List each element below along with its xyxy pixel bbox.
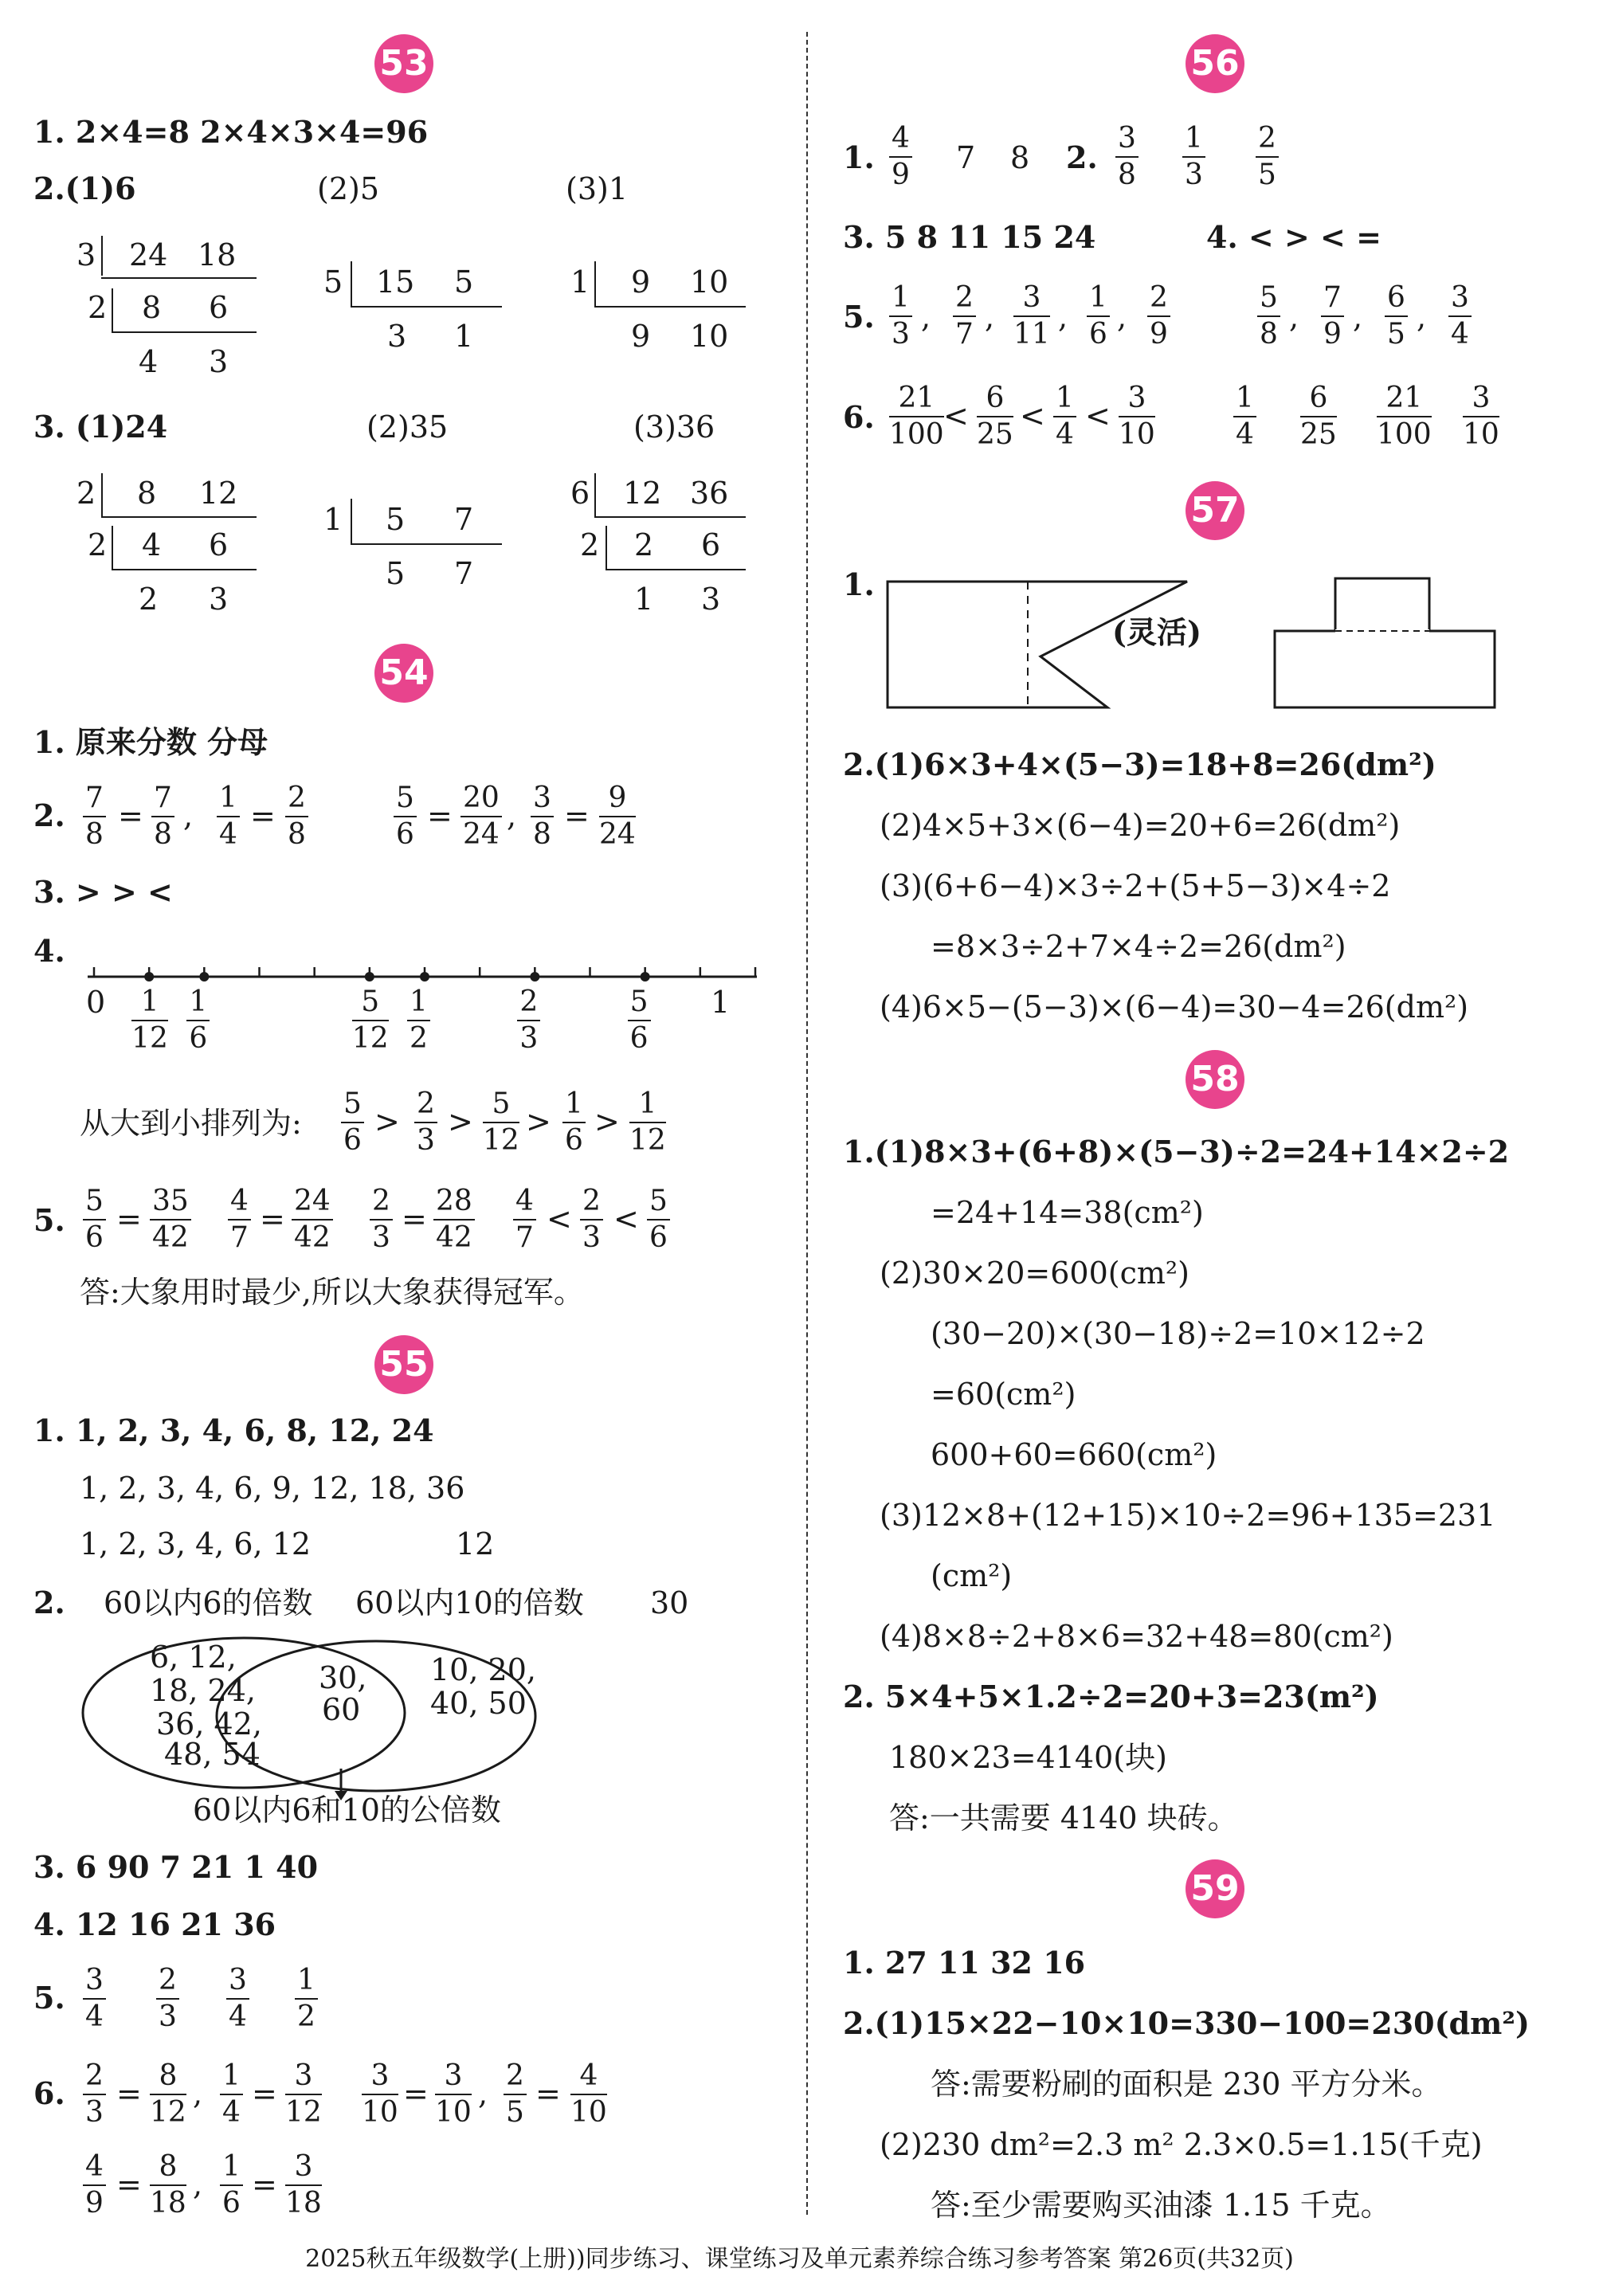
fraction: $\frac{1}{4}$ xyxy=(217,781,240,852)
number-line-point xyxy=(530,972,539,981)
section-badge-56: 56 xyxy=(1186,34,1244,93)
fraction: $\frac{3}{8}$ xyxy=(531,781,554,852)
number-line-fraction: $\frac{1}{2}$ xyxy=(407,985,430,1056)
fraction: $\frac{7}{8}$ xyxy=(151,781,174,852)
s56-q1-int: 8 xyxy=(1010,140,1030,175)
s57-q2-4: =8×3÷2+7×4÷2=26(dm²) xyxy=(931,929,1346,964)
s58-q1-line: (2)30×20=600(cm²) xyxy=(880,1256,1189,1291)
s54-q1: 1. 原来分数 分母 xyxy=(33,724,268,760)
venn-left-item: 48, 54 xyxy=(164,1737,261,1772)
s54-q5-answer: 答:大象用时最少,所以大象获得冠军。 xyxy=(80,1275,584,1310)
s57-q2-1: 2.(1)6×3+4×(5−3)=18+8=26(dm²) xyxy=(843,746,1436,782)
s55-q3: 3. 6 90 7 21 1 40 xyxy=(33,1849,319,1885)
section-badge-58: 58 xyxy=(1186,1050,1244,1109)
number-line-point xyxy=(641,972,650,981)
venn-mid-item: 30, xyxy=(319,1660,367,1695)
venn-left-title: 60以内6的倍数 xyxy=(104,1585,313,1620)
venn-left-item: 6, 12, xyxy=(150,1640,237,1675)
venn-left-item: 18, 24, xyxy=(150,1673,256,1708)
s58-q1-line: (cm²) xyxy=(931,1558,1013,1593)
section-badge-55: 55 xyxy=(374,1335,433,1394)
section-badge-53: 53 xyxy=(374,34,433,93)
fraction: $\frac{20}{24}$ xyxy=(460,781,502,852)
page-footer: 2025秋五年级数学(上册))同步练习、课堂练习及单元素养综合练习参考答案 第26页(共32页) xyxy=(305,2245,1294,2273)
s53-q3-c: (3)36 xyxy=(633,409,715,445)
s53-q2-a: 2.(1)6 xyxy=(33,170,136,206)
answer-page: 53 1. 2×4=8 2×4×3×4=96 2.(1)6 (2)5 (3)1 3 24 18 2 8 6 4 3 5 15 5 3 1 1 9 10 9 10 3. (1)24 (2)35 (3)36 2 8 12 2 4 6 2 3 1 5 7 5 7 6 12 36 2 2 6 1 3 54 1. 原来分数 分母 2. $\frac{7}{8}$ = $\frac{7}{8}$ , $\frac{1}{4}$ = $\frac{2}{8}$ $\frac{5}{6}$ = $\frac{20}{24}$ , $\frac{3}{8}$ = $\frac{9}{24}$ 3. > > < 4. 0 1 $\frac{1}{12}$ $\frac{1}{6}$ $\frac{5}{12}$ $\frac{1}{2}$ $\frac{2}{3}$ $\frac{5}{6}$ 从大到小排列为: $\frac{5}{6}$ > $\frac{2}{3}$ > $\frac{5}{12}$ > $\frac{1}{6}$ > $\frac{1}{12}$ 5. $\frac{5}{6}$ = $\frac{35}{42}$ $\frac{4}{7}$ = $\frac{24}{42}$ $\frac{2}{3}$ = $\frac{28}{42}$ $\frac{4}{7}$ < $\frac{2}{3}$ < $\frac{5}{6}$ 答:大象用时最少,所以大象获得冠军。 55 1. 1, 2, 3, 4, 6, 8, 12, 24 1, 2, 3, 4, 6, 9, 12, 18, 36 1, 2, 3, 4, 6, 12 12 2. 60以内6的倍数 60以内10的倍数 30 6, 12, 18, 24, 36, 42, 48, 54 30, 60 10, 20, 40, 50 60以内6和10的公倍数 3. 6 90 7 21 1 40 4. 12 16 21 36 5. $\frac{3}{4}$ $\frac{2}{3}$ $\frac{3}{4}$ $\frac{1}{2}$ 6. $\frac{2}{3}$ = $\frac{8}{12}$ , $\frac{1}{4}$ = $\frac{3}{12}$ $\frac{3}{10}$ = $\frac{3}{10}$ , $\frac{2}{5}$ = $\frac{4}{10}$ $\frac{4}{9}$ = $\frac{8}{18}$ , $\frac{1}{6}$ = $\frac{3}{18}$ 56 1. $\frac{4}{9}$ 7 8 2. $\frac{3}{8}$ $\frac{1}{3}$ $\frac{2}{5}$ 3. 5 8 11 15 24 4. < > < = 5. $\frac{1}{3}$ , $\frac{2}{7}$ , $\frac{3}{11}$ , $\frac{1}{6}$ , $\frac{2}{9}$ $\frac{5}{8}$ , $\frac{7}{9}$ , $\frac{6}{5}$ , $\frac{3}{4}$ 6. $\frac{21}{100}$ < $\frac{6}{25}$ < $\frac{1}{4}$ < $\frac{3}{10}$ $\frac{1}{4}$ $\frac{6}{25}$ $\frac{21}{100}$ $\frac{3}{10}$ 57 1. (灵活) 2.(1)6×3+4×(5−3)=18+8=26(dm²) (2)4×5+3×(6−4)=20+6=26(dm²) (3)(6+6−4)×3÷2+(5+5−3)×4÷2 =8×3÷2+7×4÷2=26(dm²) (4)6×5−(5−3)×(6−4)=30−4=26(dm²) 58 1.(1)8×3+(6+8)×(5−3)÷2=24+14×2÷2 =24+14=38(cm²) (2)30×20=600(cm²) (30−20)×(30−18)÷2=10×12÷2 =60(cm²) 600+60=660(cm²) (3)12×8+(12+15)×10÷2=96+135=231 (cm²) (4)8×8÷2+8×6=32+48=80(cm²) 2. 5×4+5×1.2÷2=20+3=23(m²) 180×23=4140(块) 答:一共需要 4140 块砖。 59 1. 27 11 32 16 2.(1)15×22−10×10=330−100=230(dm²) 答:需要粉刷的面积是 230 平方分米。 (2)230 dm²=2.3 m² 2.3×0.5=1.15(千克) 答:至少需要购买油漆 1.15 千克。 2025秋五年级数学(上册))同步练习、课堂练习及单元素养综合练习参考答案 第26页(共32页) xyxy=(0,0,1599,2296)
s57-q2-3: (3)(6+6−4)×3÷2+(5+5−3)×4÷2 xyxy=(880,868,1391,903)
number-line-fraction: $\frac{2}{3}$ xyxy=(517,985,540,1056)
venn-right-item: 40, 50 xyxy=(430,1686,527,1721)
s59-q2-line: 答:至少需要购买油漆 1.15 千克。 xyxy=(931,2188,1391,2223)
s53-q3-a: 3. (1)24 xyxy=(33,409,168,445)
section-badge-57: 57 xyxy=(1186,481,1244,540)
s56-q5-label: 5. xyxy=(843,299,875,335)
s58-q1-line: 600+60=660(cm²) xyxy=(931,1437,1217,1472)
s54-q3: 3. > > < xyxy=(33,874,173,910)
section-badge-59: 59 xyxy=(1186,1859,1244,1918)
number-line-fraction: $\frac{5}{12}$ xyxy=(351,985,389,1055)
section-badge-54: 54 xyxy=(374,644,433,703)
s55-q6-label: 6. xyxy=(33,2075,65,2111)
fraction: $\frac{9}{24}$ xyxy=(599,782,636,851)
s56-q1-label: 1. xyxy=(843,139,875,175)
column-divider xyxy=(806,32,808,2215)
s54-q4-label: 4. xyxy=(33,933,65,969)
s58-q1-line: (3)12×8+(12+15)×10÷2=96+135=231 xyxy=(880,1498,1496,1533)
venn-bottom-label: 60以内6和10的公倍数 xyxy=(193,1793,501,1828)
venn-left-item: 36, 42, xyxy=(156,1706,262,1742)
s56-q6-label: 6. xyxy=(843,399,875,435)
fraction: $\frac{7}{8}$ xyxy=(83,781,106,852)
venn-right-title: 60以内10的倍数 xyxy=(355,1585,584,1620)
s55-q1-b: 1, 2, 3, 4, 6, 9, 12, 18, 36 xyxy=(80,1471,465,1506)
s58-q2-line: 答:一共需要 4140 块砖。 xyxy=(889,1800,1238,1836)
s58-q2-1: 2. 5×4+5×1.2÷2=20+3=23(m²) xyxy=(843,1679,1379,1714)
s57-q1-label: 1. xyxy=(843,566,875,602)
s54-q4-order-prefix: 从大到小排列为: xyxy=(80,1106,302,1141)
s58-q2-line: 180×23=4140(块) xyxy=(889,1740,1167,1775)
number-line-point xyxy=(144,972,154,981)
number-line-point xyxy=(199,972,209,981)
s59-q2-line: 答:需要粉刷的面积是 230 平方分米。 xyxy=(931,2067,1442,2102)
s57-q1-note: (灵活) xyxy=(1112,614,1201,650)
s54-q5-label: 5. xyxy=(33,1202,65,1238)
number-line-point xyxy=(365,972,374,981)
s58-q1-line: (4)8×8÷2+8×6=32+48=80(cm²) xyxy=(880,1619,1393,1654)
s53-q3-b: (2)35 xyxy=(366,409,449,445)
s59-q1: 1. 27 11 32 16 xyxy=(843,1945,1086,1981)
s57-q2-5: (4)6×5−(5−3)×(6−4)=30−4=26(dm²) xyxy=(880,989,1469,1025)
s55-q1-a: 1. 1, 2, 3, 4, 6, 8, 12, 24 xyxy=(33,1412,434,1448)
s55-q1-c: 1, 2, 3, 4, 6, 12 xyxy=(80,1526,312,1561)
s58-q1-line: =60(cm²) xyxy=(931,1377,1076,1412)
fraction: $\frac{5}{6}$ xyxy=(394,781,417,852)
s53-q1: 1. 2×4=8 2×4×3×4=96 xyxy=(33,114,429,150)
s56-q2-label: 2. xyxy=(1066,139,1098,175)
number-line-fraction: $\frac{1}{12}$ xyxy=(131,985,168,1055)
venn-right-item: 10, 20, xyxy=(430,1652,536,1687)
venn-extra: 30 xyxy=(650,1585,689,1620)
number-line-fraction: $\frac{5}{6}$ xyxy=(628,985,651,1056)
s59-q2-line: (2)230 dm²=2.3 m² 2.3×0.5=1.15(千克) xyxy=(880,2127,1483,2162)
s53-q2-c: (3)1 xyxy=(566,171,629,206)
s56-q1-int: 7 xyxy=(956,140,976,175)
s56-q3: 3. 5 8 11 15 24 xyxy=(843,219,1096,255)
s58-q1-1: 1.(1)8×3+(6+8)×(5−3)÷2=24+14×2÷2 xyxy=(843,1134,1510,1170)
s56-q4: 4. < > < = xyxy=(1206,219,1381,255)
s55-q1-d: 12 xyxy=(456,1526,495,1561)
s55-q2-label: 2. xyxy=(33,1585,65,1620)
number-line-one: 1 xyxy=(711,985,731,1020)
s57-q2-2: (2)4×5+3×(6−4)=20+6=26(dm²) xyxy=(880,808,1401,843)
s54-q2-label: 2. xyxy=(33,797,65,833)
number-line-fraction: $\frac{1}{6}$ xyxy=(186,985,210,1056)
s53-q2-b: (2)5 xyxy=(317,171,380,206)
venn-mid-item: 60 xyxy=(322,1692,361,1727)
number-line-point xyxy=(420,972,429,981)
s55-q5-label: 5. xyxy=(33,1980,65,2016)
s59-q2-1: 2.(1)15×22−10×10=330−100=230(dm²) xyxy=(843,2005,1530,2041)
fraction: $\frac{2}{8}$ xyxy=(285,781,308,852)
s58-q1-line: =24+14=38(cm²) xyxy=(931,1195,1204,1230)
s58-q1-line: (30−20)×(30−18)÷2=10×12÷2 xyxy=(931,1316,1425,1351)
s55-q4: 4. 12 16 21 36 xyxy=(33,1906,276,1942)
number-line-zero: 0 xyxy=(86,985,106,1020)
